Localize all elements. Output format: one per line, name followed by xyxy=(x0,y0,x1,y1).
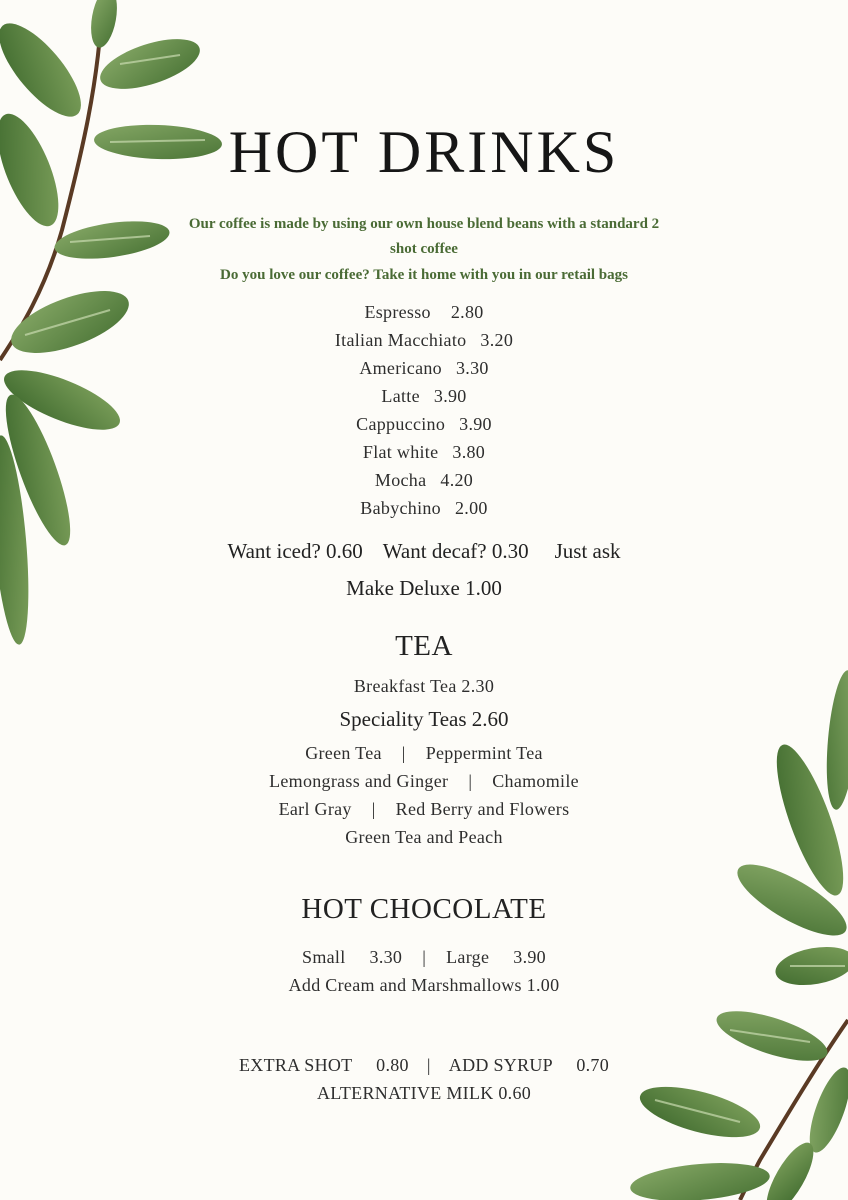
addons-row xyxy=(0,1055,848,1076)
add-syrup: ADD SYRUP 0.70 xyxy=(448,1055,610,1075)
menu-item xyxy=(0,498,848,519)
hot-chocolate-sizes xyxy=(0,947,848,968)
just-ask-note: Just ask xyxy=(554,539,621,563)
separator: | xyxy=(422,947,427,967)
intro-line-1: Our coffee is made by using our own house blend beans with a standard 2 xyxy=(188,216,660,232)
tea-name: Peppermint Tea xyxy=(425,743,543,763)
tea-name: Earl Gray xyxy=(278,799,352,819)
item-price: 2.00 xyxy=(454,498,488,518)
menu-item xyxy=(0,470,848,491)
menu-item xyxy=(0,414,848,435)
item-price: 3.90 xyxy=(459,414,492,434)
tea-row xyxy=(0,743,848,764)
item-name: Americano xyxy=(359,358,442,378)
intro-line-3: Do you love our coffee? Take it home with you in our retail bags xyxy=(220,267,628,283)
page-title: HOT DRINKS xyxy=(228,119,620,185)
separator: | xyxy=(426,1055,431,1075)
item-price: 2.80 xyxy=(450,302,484,322)
tea-name: Green Tea xyxy=(305,743,382,763)
item-price: 3.80 xyxy=(452,442,486,462)
decaf-option: Want decaf? 0.30 xyxy=(382,539,529,563)
intro-line-2: shot coffee xyxy=(390,241,458,257)
cream-addon: Add Cream and Marshmallows 1.00 xyxy=(288,975,560,995)
small-size: Small 3.30 xyxy=(302,947,403,967)
large-size: Large 3.90 xyxy=(446,947,546,967)
item-name: Cappuccino xyxy=(356,414,446,434)
item-name: Babychino xyxy=(360,498,441,518)
separator: | xyxy=(371,799,376,819)
menu-item xyxy=(0,386,848,407)
separator: | xyxy=(401,743,406,763)
item-name: Mocha xyxy=(374,470,427,490)
tea-row xyxy=(0,771,848,792)
item-name: Flat white xyxy=(362,442,439,462)
hot-chocolate-heading: HOT CHOCOLATE xyxy=(301,893,547,925)
tea-row: Green Tea and Peach xyxy=(345,827,503,847)
tea-name: Lemongrass and Ginger xyxy=(269,771,449,791)
extra-shot: EXTRA SHOT 0.80 xyxy=(238,1055,409,1075)
menu-item xyxy=(0,302,848,323)
item-price: 3.20 xyxy=(480,330,514,350)
deluxe-option: Make Deluxe 1.00 xyxy=(346,576,502,600)
item-price: 3.30 xyxy=(455,358,489,378)
breakfast-tea: Breakfast Tea 2.30 xyxy=(353,676,495,696)
tea-name: Red Berry and Flowers xyxy=(395,799,570,819)
item-name: Latte xyxy=(381,386,420,406)
alternative-milk: ALTERNATIVE MILK 0.60 xyxy=(316,1083,532,1103)
menu-item xyxy=(0,358,848,379)
tea-heading: TEA xyxy=(395,630,453,662)
item-name: Italian Macchiato xyxy=(334,330,467,350)
item-name: Espresso xyxy=(364,302,431,322)
separator: | xyxy=(468,771,473,791)
coffee-options-line xyxy=(0,539,848,564)
iced-option: Want iced? 0.60 xyxy=(227,539,363,563)
item-price: 4.20 xyxy=(440,470,474,490)
item-price: 3.90 xyxy=(433,386,467,406)
speciality-teas: Speciality Teas 2.60 xyxy=(339,707,509,731)
menu-item xyxy=(0,330,848,351)
tea-name: Chamomile xyxy=(492,771,579,791)
tea-row xyxy=(0,799,848,820)
menu-item xyxy=(0,442,848,463)
